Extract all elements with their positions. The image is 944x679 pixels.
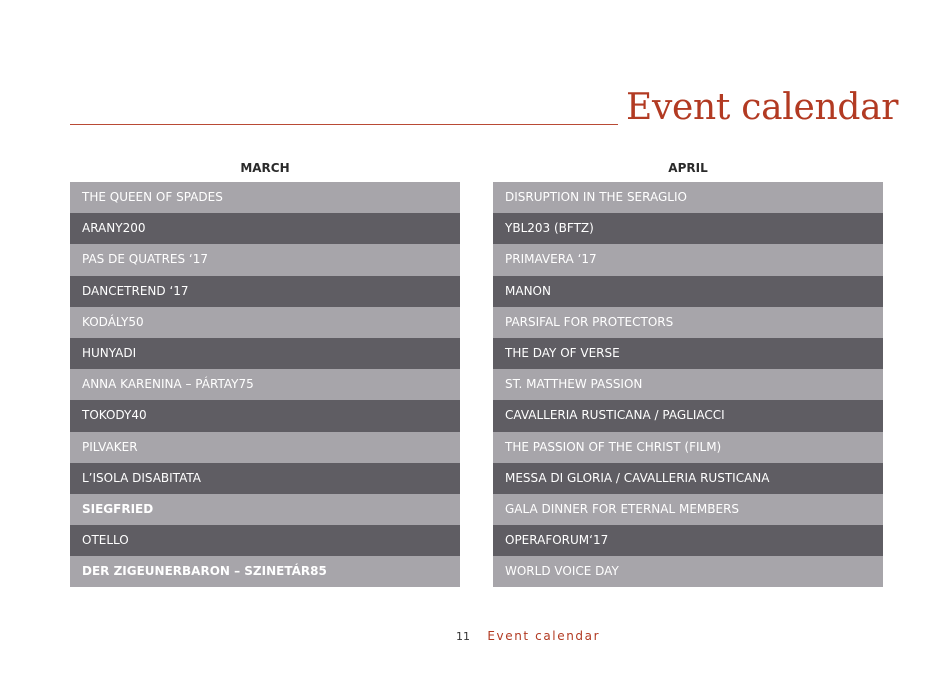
event-row: GALA DINNER FOR ETERNAL MEMBERS [493, 494, 883, 525]
header-rule [70, 124, 618, 125]
event-row: L’ISOLA DISABITATA [70, 463, 460, 494]
event-row: PRIMAVERA ‘17 [493, 244, 883, 275]
event-row: OTELLO [70, 525, 460, 556]
event-row: MESSA DI GLORIA / CAVALLERIA RUSTICANA [493, 463, 883, 494]
event-row: PAS DE QUATRES ‘17 [70, 244, 460, 275]
event-row: WORLD VOICE DAY [493, 556, 883, 587]
event-row: THE QUEEN OF SPADES [70, 182, 460, 213]
event-row: DISRUPTION IN THE SERAGLIO [493, 182, 883, 213]
footer-page-number: 11 [456, 630, 470, 643]
event-row: OPERAFORUM‘17 [493, 525, 883, 556]
event-row: HUNYADI [70, 338, 460, 369]
event-row: ANNA KARENINA – PÁRTAY75 [70, 369, 460, 400]
event-row: ARANY200 [70, 213, 460, 244]
event-row: TOKODY40 [70, 400, 460, 431]
march-event-list [70, 182, 460, 587]
event-row: PILVAKER [70, 432, 460, 463]
april-event-list [493, 182, 883, 587]
footer [456, 628, 600, 645]
event-row: SIEGFRIED [70, 494, 460, 525]
event-row: YBL203 (BFTZ) [493, 213, 883, 244]
page-title: Event calendar [626, 87, 899, 128]
event-row: PARSIFAL FOR PROTECTORS [493, 307, 883, 338]
april-heading: APRIL [668, 161, 708, 175]
event-row: DER ZIGEUNERBARON – SZINETÁR85 [70, 556, 460, 587]
event-row: MANON [493, 276, 883, 307]
footer-title: Event calendar [487, 629, 601, 643]
event-row: THE PASSION OF THE CHRIST (FILM) [493, 432, 883, 463]
event-row: CAVALLERIA RUSTICANA / PAGLIACCI [493, 400, 883, 431]
april-column [493, 156, 883, 587]
event-row: THE DAY OF VERSE [493, 338, 883, 369]
event-row: ST. MATTHEW PASSION [493, 369, 883, 400]
march-column [70, 156, 460, 587]
event-row: DANCETREND ‘17 [70, 276, 460, 307]
event-row: KODÁLY50 [70, 307, 460, 338]
march-heading: MARCH [240, 161, 290, 175]
